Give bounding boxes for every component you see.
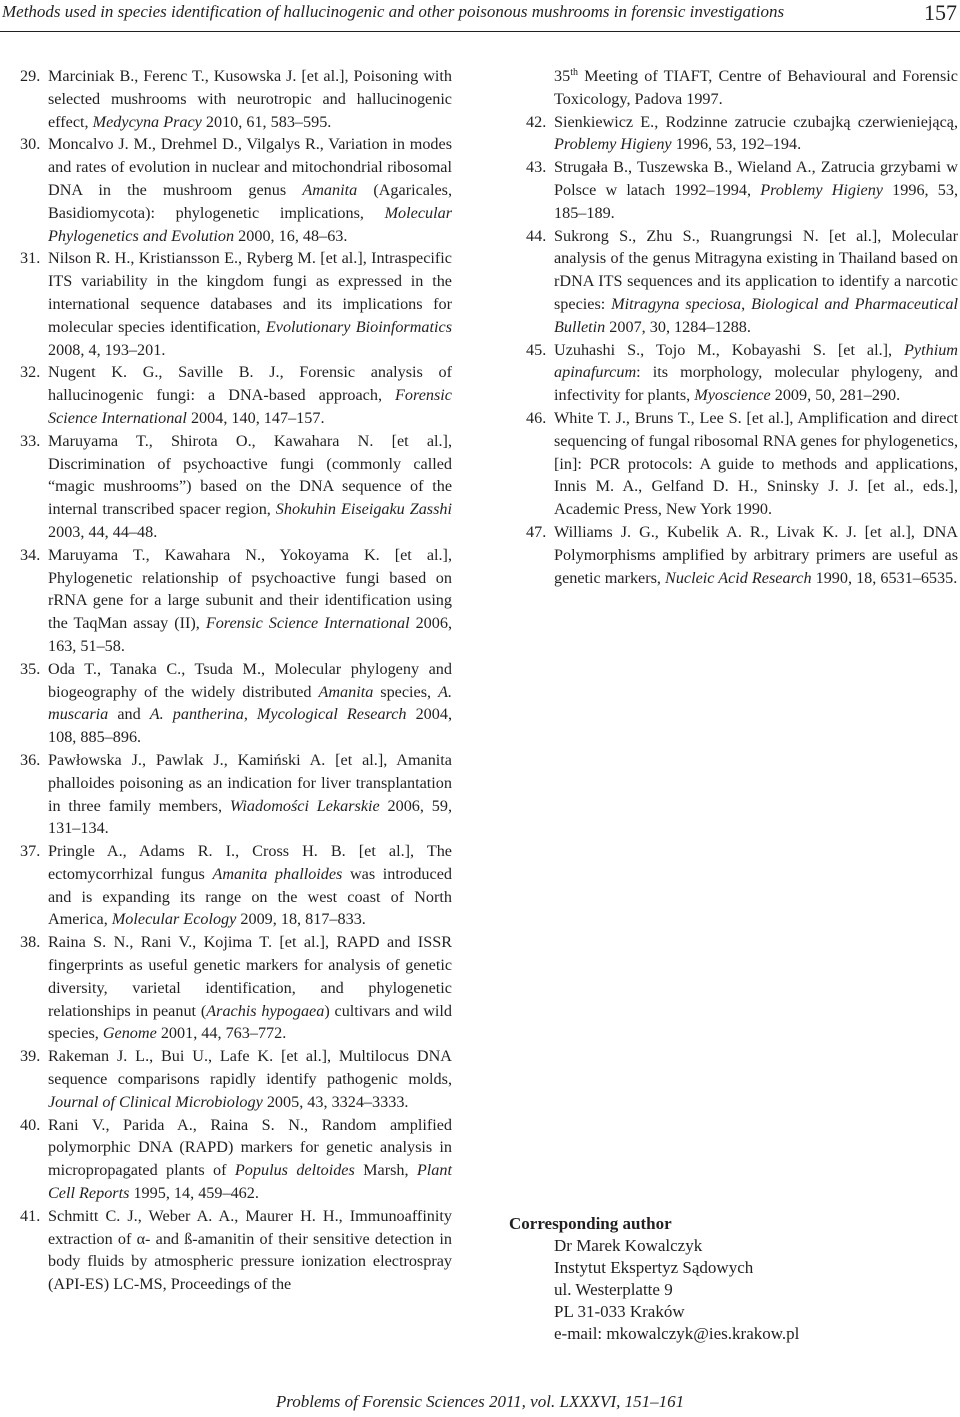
- references-right-list: [526, 111, 958, 590]
- reference-number: 29.: [20, 67, 41, 85]
- reference-italic: Arachis hypogaea: [206, 1001, 325, 1020]
- reference-italic: Amanita: [318, 682, 374, 701]
- reference-text: Rani V., Parida A., Raina S. N., Random amplified polymorphic DNA (RAPD) markers for genetic analysis in micropropagated plants of Populus deltoides Marsh, Plant Cell Reports 1995, 14, 459–462.: [48, 1115, 452, 1203]
- reference-number: 32.: [20, 363, 41, 382]
- reference-italic: Biological and Pharmaceutical Bulletin: [554, 294, 958, 336]
- reference-italic: Forensic Science International: [205, 614, 410, 633]
- reference-item: [20, 247, 452, 361]
- running-header: [0, 0, 960, 30]
- reference-text: Moncalvo J. M., Drehmel D., Vilgalys R., Variation in modes and rates of evolution in nuclear and mitochondrial ribosomal DNA in the mushroom genus Amanita (Agaricales, Basidiomycota): phylogenetic implications, Molecular Phylogenetics and Evolution 2000, 16, 48–63.: [48, 135, 452, 245]
- reference-text: Pringle A., Adams R. I., Cross H. B. [et al.], The ectomycorrhizal fungus Amanita phalloides was introduced and is expanding its range on the west coast of North America, Molecular Ecology 2009, 18, 817–833.: [48, 842, 452, 929]
- reference-item: [20, 840, 452, 931]
- reference-number: 44.: [526, 226, 547, 245]
- reference-number: 36.: [20, 750, 41, 769]
- reference-italic: Molecular Phylogenetics and Evolution: [48, 203, 452, 245]
- reference-italic: Shokuhin Eiseigaku Zasshi: [275, 500, 452, 519]
- references-left-column: [20, 65, 452, 1296]
- reference-text: Uzuhashi S., Tojo M., Kobayashi S. [et al.], Pythium apinafurcum: its morphology, molecular phylogeny, and infectivity for plants, Myoscience 2009, 50, 281–290.: [554, 340, 958, 405]
- references-right-column: [526, 65, 958, 589]
- corresponding-author-city: PL 31-033 Kraków: [554, 1302, 685, 1321]
- corresponding-author-email[interactable]: e-mail: mkowalczyk@ies.krakow.pl: [554, 1324, 800, 1343]
- reference-number: 47.: [526, 522, 547, 541]
- reference-text: Strugała B., Tuszewska B., Wieland A., Zatrucia grzybami w Polsce w latach 1992–1994, Problemy Higieny 1996, 53, 185–189.: [554, 158, 959, 222]
- reference-number: 35.: [20, 659, 41, 678]
- reference-italic: Amanita phalloides: [212, 864, 343, 883]
- reference-italic: Journal of Clinical Microbiology: [48, 1092, 263, 1111]
- reference-number: 31.: [20, 249, 41, 268]
- reference-item: [20, 133, 452, 247]
- reference-italic: A. pantherina: [149, 705, 244, 724]
- reference-text: Raina S. N., Rani V., Kojima T. [et al.], RAPD and ISSR fingerprints as useful genetic markers for analysis of genetic diversity, varietal identification, and phylogenetic relationships in peanut (Arachis hypogaea) cultivars and wild species, Genome 2001, 44, 763–772.: [48, 933, 453, 1043]
- reference-item: [20, 544, 452, 658]
- reference-number: 33.: [20, 431, 41, 450]
- reference-italic: Evolutionary Bioinformatics: [265, 317, 452, 336]
- reference-italic: Plant Cell Reports: [48, 1161, 452, 1203]
- reference-italic: Problemy Higieny: [760, 180, 883, 199]
- reference-italic: Mitragyna speciosa: [611, 294, 742, 313]
- reference-text: Williams J. G., Kubelik A. R., Livak K. J. [et al.], DNA Polymorphisms amplified by arbitrary primers are useful as genetic markers, Nucleic Acid Research 1990, 18, 6531–6535.: [554, 522, 958, 587]
- reference-italic: Molecular Ecology: [111, 910, 237, 929]
- reference-text: Pawłowska J., Pawlak J., Kamiński A. [et al.], Amanita phalloides poisoning as an indication for liver transplantation in three family members, Wiadomości Lekarskie 2006, 59, 131–134.: [48, 750, 452, 838]
- corresponding-author-street: ul. Westerplatte 9: [554, 1280, 673, 1299]
- page-number: 157: [924, 0, 957, 25]
- reference-number: 38.: [20, 933, 41, 952]
- reference-italic: Genome: [102, 1024, 157, 1043]
- reference-number: 41.: [20, 1206, 41, 1225]
- reference-item: [20, 1114, 452, 1205]
- reference-text: Marciniak B., Ferenc T., Kusowska J. [et al.], Poisoning with selected mushrooms with neurotropic and hallucinogenic effect, Medycyna Pracy 2010, 61, 583–595.: [48, 67, 452, 131]
- corresponding-author-title: Corresponding author: [509, 1214, 672, 1233]
- reference-italic: A. muscaria: [48, 682, 452, 724]
- reference-italic: Problemy Higieny: [554, 135, 672, 154]
- reference-item: [526, 225, 958, 339]
- reference-italic: Medycyna Pracy: [92, 112, 202, 131]
- reference-number: 30.: [20, 135, 41, 154]
- reference-number: 45.: [526, 340, 547, 359]
- reference-text: Oda T., Tanaka C., Tsuda M., Molecular phylogeny and biogeography of the widely distributed Amanita species, A. muscaria and A. pantherina, Mycological Research 2004, 108, 885–896.: [48, 659, 452, 747]
- reference-text: Sienkiewicz E., Rodzinne zatrucie czubajką czerwieniejącą, Problemy Higieny 1996, 53, 192–194.: [554, 112, 958, 154]
- reference-number: 46.: [526, 408, 547, 427]
- reference-text: Maruyama T., Shirota O., Kawahara N. [et al.], Discrimination of psychoactive fungi (commonly called “magic mushrooms”) based on the DNA sequence of the internal transcribed spacer region, Shokuhin Eiseigaku Zasshi 2003, 44, 44–48.: [48, 431, 452, 541]
- reference-italic: Pythium apinafurcum: [554, 340, 958, 382]
- corresponding-author-institute: Instytut Ekspertyz Sądowych: [554, 1258, 754, 1277]
- continuation-pre: 35: [554, 67, 571, 85]
- reference-item: [20, 749, 452, 840]
- reference-item: [526, 156, 958, 224]
- reference-item: [526, 111, 958, 157]
- reference-number: 43.: [526, 158, 547, 177]
- reference-text: Maruyama T., Kawahara N., Yokoyama K. [et al.], Phylogenetic relationship of psychoactive fungi based on rRNA gene for a large subunit and their identification using the TaqMan assay (II), Forensic Science International 2006, 163, 51–58.: [48, 545, 452, 655]
- reference-number: 40.: [20, 1115, 41, 1134]
- reference-italic: Wiadomości Lekarskie: [229, 796, 380, 815]
- reference-item: [20, 658, 452, 749]
- reference-number: 37.: [20, 842, 41, 861]
- reference-item: [20, 361, 452, 429]
- running-title: Methods used in species identification of hallucinogenic and other poisonous mushrooms in forensic investigations: [2, 2, 785, 21]
- reference-italic: Amanita: [302, 180, 358, 199]
- reference-text: White T. J., Bruns T., Lee S. [et al.], Amplification and direct sequencing of fungal ribosomal RNA genes for phylogenetics, [in]: PCR protocols: A guide to methods and applications, Innis M. A., Gelfand D. H., Sninsky J. J. [et al., eds.], Academic Press, New York 1990.: [554, 408, 958, 519]
- reference-item: [526, 339, 958, 407]
- reference-item: [20, 1205, 452, 1296]
- reference-item: [526, 521, 958, 589]
- corresponding-author: [509, 1213, 799, 1345]
- reference-text: Nugent K. G., Saville B. J., Forensic analysis of hallucinogenic fungi: a DNA-based approach, Forensic Science International 2004, 140, 147–157.: [48, 363, 452, 427]
- reference-item: [20, 65, 452, 133]
- reference-item: [20, 430, 452, 544]
- reference-number: 42.: [526, 112, 547, 131]
- reference-italic: Forensic Science International: [48, 386, 452, 427]
- reference-item: [526, 407, 958, 521]
- header-rule: [0, 31, 960, 32]
- reference-item: [20, 1045, 452, 1113]
- reference-italic: Populus deltoides: [234, 1161, 355, 1180]
- reference-number: 34.: [20, 545, 41, 564]
- reference-item: [20, 931, 452, 1045]
- reference-italic: Myoscience: [694, 386, 771, 405]
- reference-number: 39.: [20, 1047, 41, 1066]
- journal-footer: Problems of Forensic Sciences 2011, vol. LXXXVI, 151–161: [275, 1392, 685, 1411]
- corresponding-author-name: Dr Marek Kowalczyk: [554, 1236, 703, 1255]
- continuation-sup: th: [570, 67, 578, 78]
- reference-italic: Mycological Research: [256, 705, 407, 724]
- reference-text: Nilson R. H., Kristiansson E., Ryberg M. [et al.], Intraspecific ITS variability in the kingdom fungi as expressed in the international sequence databases and its implications for molecular species identification, Evolutionary Bioinformatics 2008, 4, 193–201.: [48, 249, 452, 359]
- reference-text: Sukrong S., Zhu S., Ruangrungsi N. [et al.], Molecular analysis of the genus Mitragyna existing in Thailand based on rDNA ITS sequences and its application to identify a narcotic species: Mitragyna speciosa, Biological and Pharmaceutical Bulletin 2007, 30, 1284–1288.: [554, 226, 958, 336]
- reference-continuation: [526, 65, 958, 111]
- reference-text: Rakeman J. L., Bui U., Lafe K. [et al.], Multilocus DNA sequence comparisons rapidly identify pathogenic molds, Journal of Clinical Microbiology 2005, 43, 3324–3333.: [48, 1047, 452, 1111]
- continuation-post: Meeting of TIAFT, Centre of Behavioural and Forensic Toxicology, Padova 1997.: [554, 67, 958, 108]
- reference-italic: Nucleic Acid Research: [665, 568, 812, 587]
- reference-text: Schmitt C. J., Weber A. A., Maurer H. H., Immunoaffinity extraction of α- and ß-amanitin of their sensitive detection in body fluids by atmospheric pressure ionization electrospray (API-ES) LC-MS, Proceedings of the: [48, 1206, 452, 1294]
